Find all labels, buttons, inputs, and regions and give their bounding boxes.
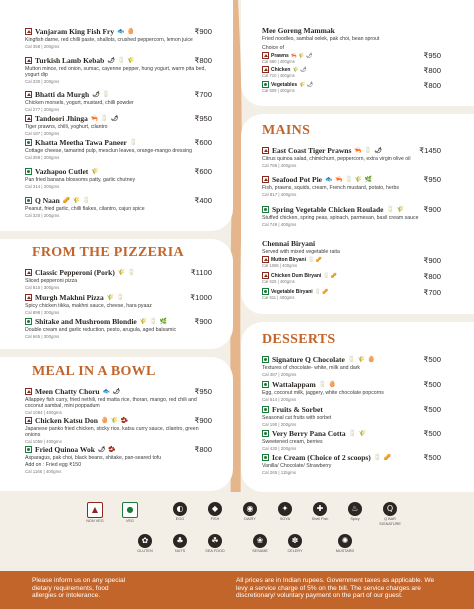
legend-gluten: ✿ GLUTEN — [137, 536, 153, 553]
item-description: Double cream and garlic reduction, pesto, arugula, aged balsamic — [25, 327, 177, 333]
egg-icon: ◐ — [173, 502, 187, 516]
allergen-icons: 🌾 🌶 — [292, 66, 307, 73]
item-price: ₹1000 — [190, 293, 212, 302]
veg-icon — [25, 446, 32, 453]
allergen-icons: 🌾 — [91, 169, 100, 175]
item-price: ₹800 — [194, 56, 212, 65]
item-calories: Cal 749 | 400gms — [262, 222, 297, 228]
option-label: Prawns — [271, 52, 289, 59]
item-name: Chennai Biryani — [262, 239, 316, 248]
legend-mustard: ✺ MUSTARD — [335, 536, 355, 553]
item-price: ₹500 — [423, 355, 441, 364]
item-calories: Cal 487 | 200gms — [262, 372, 297, 378]
item-price: ₹400 — [194, 196, 212, 205]
allergen-icons: 🥛 🥚 — [318, 382, 337, 388]
item-description: Vanilla/ Chocolate/ Strawberry — [262, 463, 332, 469]
dietary-legend — [0, 492, 474, 571]
allergen-icons: 🐟 🥚 — [117, 29, 136, 35]
non-veg-icon — [262, 52, 269, 59]
legend-egg: ◐ EGG — [165, 502, 195, 522]
menu-item-biryani — [262, 239, 442, 255]
veg-icon — [25, 168, 32, 175]
shellfish-icon: ✚ — [313, 502, 327, 516]
option-calories: Cal 609 | 400gms — [262, 88, 295, 93]
veg-icon — [262, 206, 269, 213]
option-price: ₹800 — [423, 272, 441, 281]
item-description: Spicy chicken tikka, makhni sauce, cheese, hara pyaaz — [25, 303, 152, 309]
item-name: Fruits & Sorbet — [272, 405, 323, 414]
allergen-icons: 🥛 🌾 — [386, 207, 405, 213]
item-description: Served with mixed vegetable raita — [262, 249, 340, 255]
allergen-icons: 🥛 🥜 — [314, 288, 329, 295]
item-name: Q Naan — [35, 196, 60, 205]
item-name: Bhatti da Murgh — [35, 90, 90, 99]
item-price: ₹500 — [423, 380, 441, 389]
item-name: Spring Vegetable Chicken Roulade — [272, 205, 384, 214]
veg-icon: ● — [122, 502, 138, 518]
item-calories: Cal 265 | 115gms — [262, 470, 297, 476]
option-price: ₹800 — [423, 81, 441, 90]
allergen-icons: 🥛 🥜 — [308, 256, 322, 263]
item-name: Very Berry Pana Cotta — [272, 429, 346, 438]
section-heading-mains: MAINS — [262, 123, 311, 138]
veg-icon — [25, 139, 32, 146]
allergen-icons: 🌾 🥛 🌿 — [139, 319, 168, 325]
allergen-icons: 🌾 🥛 — [106, 295, 125, 301]
item-calories: Cal 815 | 300gms — [25, 285, 60, 291]
legend-sesame: ❀ SESAME — [252, 536, 268, 553]
item-calories: Cal 187 | 200gms — [25, 131, 60, 137]
menu-item-mamak — [262, 26, 442, 51]
allergen-icons: 🦐 🥛 🌶 — [354, 148, 383, 154]
non-veg-icon — [262, 66, 269, 73]
non-veg-icon — [262, 256, 269, 263]
item-calories: Cal 786 | 400gms — [262, 163, 297, 169]
section-heading-pizzeria: FROM THE PIZZERIA — [32, 245, 184, 260]
veg-icon — [25, 197, 32, 204]
non-veg-icon — [25, 28, 32, 35]
item-calories: Cal 430 | 200gms — [262, 446, 297, 452]
pricing-notice: All prices are in Indian rupees. Government taxes as applicable. We levy a service charge of 5% on the bill. The service charges are discretionary/ voluntary payment on the part of our guest. — [236, 577, 435, 600]
legend-non-veg: ▲ NON VEG — [80, 502, 110, 524]
item-calories: Cal 1166 | 400gms — [25, 469, 62, 475]
veg-icon — [262, 430, 269, 437]
item-name: Murgh Makhni Pizza — [35, 293, 104, 302]
item-description: Kingfish darne, red chilli paste, shallots, crushed peppercorn, lemon juice — [25, 37, 193, 43]
item-calories: Cal 330 | 200gms — [25, 79, 60, 85]
item-price: ₹950 — [423, 175, 441, 184]
item-name: Ice Cream (Choice of 2 scoops) — [272, 453, 371, 462]
item-name: Mee Goreng Mammak — [262, 26, 335, 35]
gluten-icon: ✿ — [138, 534, 152, 548]
nuts-icon: ♣ — [173, 534, 187, 548]
item-description: Cottage cheese, tamarind pulp, mesclun leaves, orange-mango dressing — [25, 148, 192, 154]
item-description: Tiger prawns, chilli, yoghurt, cilantro — [25, 124, 108, 130]
item-price: ₹500 — [423, 429, 441, 438]
item-calories: Cal 190 | 200gms — [262, 422, 297, 428]
item-calories: Cal 358 | 200gms — [25, 44, 60, 50]
item-price: ₹950 — [194, 387, 212, 396]
option-price: ₹800 — [423, 66, 441, 75]
allergen-icons: 🦐 🌾 🌶 — [290, 52, 313, 59]
item-price: ₹950 — [194, 114, 212, 123]
item-name: Wattalappam — [272, 380, 316, 389]
non-veg-icon — [25, 388, 32, 395]
legend-signature: Q Q BAR SIGNATURE — [379, 504, 401, 526]
legend-nuts: ♣ NUTS — [174, 536, 186, 553]
item-name: Turkish Lamb Kebab — [35, 56, 105, 65]
option-label: Vegetable Biryani — [271, 288, 313, 295]
item-price: ₹500 — [423, 453, 441, 462]
item-name: Meen Chatty Choru — [35, 387, 100, 396]
item-name: Shitake and Mushroom Blondie — [35, 317, 137, 326]
allergen-icons: 🥛 — [129, 140, 138, 146]
item-price: ₹1100 — [190, 268, 212, 277]
allergen-icons: 🦐 🥛 🌶 — [90, 116, 119, 122]
item-calories: Cal 277 | 200gms — [25, 107, 60, 113]
allergen-icons: 🐟 🌶 — [102, 389, 121, 395]
allergen-icons: 🥛 🌾 — [348, 431, 367, 437]
legend-seafood: ☘ SEA FOOD — [205, 536, 225, 553]
dairy-icon: ◉ — [243, 502, 257, 516]
allergen-icons: 🌾 🌶 — [299, 81, 314, 88]
item-name: East Coast Tiger Prawns — [272, 146, 352, 155]
option-label: Vegetables — [271, 81, 298, 88]
legend-celery: ✽ CELERY — [287, 536, 303, 553]
section-heading-bowl: MEAL IN A BOWL — [32, 364, 156, 379]
non-veg-icon — [262, 147, 269, 154]
item-price: ₹900 — [194, 27, 212, 36]
item-name: Chicken Katsu Don — [35, 416, 98, 425]
item-name: Vazhapoo Cutlet — [35, 167, 89, 176]
non-veg-icon — [262, 272, 269, 279]
non-veg-icon — [25, 294, 32, 301]
section-heading-desserts: DESSERTS — [262, 332, 336, 347]
non-veg-icon — [25, 417, 32, 424]
allergen-icons: 🥜 🌾 🥛 — [62, 198, 91, 204]
non-veg-icon — [25, 91, 32, 98]
mustard-icon: ✺ — [338, 534, 352, 548]
legend-veg: ● VEG — [115, 502, 145, 524]
item-description: Allappey fish curry, fried nethili, red matta rice, thoran, mango, red chili and coconut sambal, mini poppadum — [25, 397, 197, 410]
item-addon: Add on : Fried egg ₹150 — [25, 462, 82, 469]
item-name: Khatta Meetha Tawa Paneer — [35, 138, 127, 147]
option-price: ₹700 — [423, 288, 441, 297]
item-description: Fried noodles, sambal oelek, pak choi, bean sprout — [262, 36, 380, 42]
item-description: Fish, prawns, squids, cream, French mustard, potato, herbs — [262, 185, 399, 191]
seafood-icon: ☘ — [208, 534, 222, 548]
q-bar-signature-icon: Q — [383, 502, 397, 516]
item-name: Fried Quinoa Wok — [35, 445, 95, 454]
veg-icon — [262, 81, 269, 88]
item-calories: Cal 320 | 200gms — [25, 213, 60, 219]
item-name: Seafood Pot Pie — [272, 175, 322, 184]
sesame-icon: ❀ — [253, 534, 267, 548]
item-price: ₹800 — [194, 445, 212, 454]
item-description: Japanese panko fried chicken, sticky rice, katsu curry sauce, cilantro, green onions — [25, 426, 199, 439]
item-price: ₹600 — [194, 167, 212, 176]
item-calories: Cal 898 | 300gms — [25, 310, 60, 316]
item-description: Sliced pepperoni pizza — [25, 278, 78, 284]
veg-icon — [25, 318, 32, 325]
soya-icon: ✦ — [278, 502, 292, 516]
option-calories: Cal 611 | 400gms — [262, 295, 295, 300]
item-description: Egg, coconut milk, jaggery, white chocolate popcorns — [262, 390, 384, 396]
item-description: Seasonal cut fruits with sorbet — [262, 415, 332, 421]
dietary-notice: Please inform us on any special dietary requirements, food allergies or intolerance. — [32, 577, 126, 600]
non-veg-icon — [262, 176, 269, 183]
item-description: Citrus quinoa salad, chimichurri, peppercorn, extra virgin olive oil — [262, 156, 411, 162]
veg-icon — [262, 356, 269, 363]
item-price: ₹900 — [194, 317, 212, 326]
option-calories: Cal 1085 | 400gms — [262, 263, 298, 268]
non-veg-icon — [25, 269, 32, 276]
item-calories: Cal 1058 | 400gms — [25, 439, 62, 445]
item-calories: Cal 359 | 200gms — [25, 155, 60, 161]
allergen-icons: 🌶 🥛 🌾 — [107, 58, 136, 64]
veg-icon — [262, 454, 269, 461]
choice-label: Choice of — [262, 45, 284, 52]
allergen-icons: 🌶 🫘 — [97, 447, 116, 453]
legend-shellfish: ✚ Shell Fish — [311, 504, 329, 521]
item-description: Stuffed chicken, spring peas, spinach, parmesan, basil cream sauce — [262, 215, 419, 221]
item-calories: Cal 817 | 400gms — [262, 192, 297, 198]
item-calories: Cal 1084 | 400gms — [25, 410, 62, 416]
non-veg-icon — [25, 57, 32, 64]
option-calories: Cal 680 | 400gms — [262, 59, 295, 64]
allergen-icons: 🌶 🥛 — [92, 92, 111, 98]
allergen-icons: 🐟 🦐 🥛 🌾 🌿 — [325, 177, 373, 183]
item-name: Signature Q Chocolate — [272, 355, 345, 364]
item-price: ₹600 — [194, 138, 212, 147]
item-description: Asparagus, pak choi, black beans, shitake, pan-seared tofu — [25, 455, 162, 461]
option-calories: Cal 625 | 400gms — [262, 279, 295, 284]
item-description: Mutton mince, red onion, sumac, cayenne pepper, hung yogurt, warm pita bed, yogurt dip — [25, 66, 206, 79]
option-price: ₹900 — [423, 256, 441, 265]
footer-banner — [0, 571, 474, 609]
item-calories: Cal 665 | 300gms — [25, 334, 60, 340]
allergen-icons: 🥛 🥜 — [373, 455, 392, 461]
item-name: Classic Pepperoni (Pork) — [35, 268, 115, 277]
allergen-icons: 🥚 🌾 🫘 — [100, 418, 129, 424]
veg-icon — [262, 288, 269, 295]
fish-icon: ◆ — [208, 502, 222, 516]
item-description: Chicken morsels, yogurt, mustard, chilli powder — [25, 100, 134, 106]
item-calories: Cal 614 | 200gms — [262, 397, 297, 403]
chilli-icon: ♨ — [348, 502, 362, 516]
allergen-icons: 🥛 🥜 — [323, 272, 338, 279]
allergen-icons: 🥛 🌾 🥚 — [347, 357, 376, 363]
option-label: Chicken — [271, 66, 291, 73]
option-price: ₹950 — [423, 51, 441, 60]
item-description: Pan fried banana blossoms patty, garlic chutney — [25, 177, 136, 183]
legend-fish: ◆ FISH — [200, 502, 230, 522]
allergen-icons: 🌾 🥛 — [117, 270, 136, 276]
item-price: ₹700 — [194, 90, 212, 99]
legend-spicy: ♨ Spicy — [340, 502, 370, 522]
option-calories: Cal 710 | 400gms — [262, 73, 295, 78]
item-price: ₹1450 — [419, 146, 441, 155]
item-name: Tandoori Jhinga — [35, 114, 88, 123]
item-description: Textures of chocolate- white, milk and dark — [262, 365, 361, 371]
item-price: ₹900 — [194, 416, 212, 425]
legend-soya: ✦ SOYA — [279, 504, 291, 521]
non-veg-icon: ▲ — [87, 502, 103, 518]
item-description: Peanut, fried garlic, chilli flakes, cilantro, cajun spice — [25, 206, 145, 212]
non-veg-icon — [25, 115, 32, 122]
celery-icon: ✽ — [288, 534, 302, 548]
item-calories: Cal 314 | 200gms — [25, 184, 60, 190]
item-name: Vanjaram King Fish Fry — [35, 27, 115, 36]
veg-icon — [262, 381, 269, 388]
item-description: Sweetened cream, berries — [262, 439, 323, 445]
legend-dairy: ◉ DAIRY — [244, 504, 256, 521]
item-price: ₹900 — [423, 205, 441, 214]
veg-icon — [262, 406, 269, 413]
option-label: Mutton Biryani — [271, 256, 306, 263]
item-price: ₹500 — [423, 405, 441, 414]
option-label: Chicken Dum Biryani — [271, 272, 322, 279]
